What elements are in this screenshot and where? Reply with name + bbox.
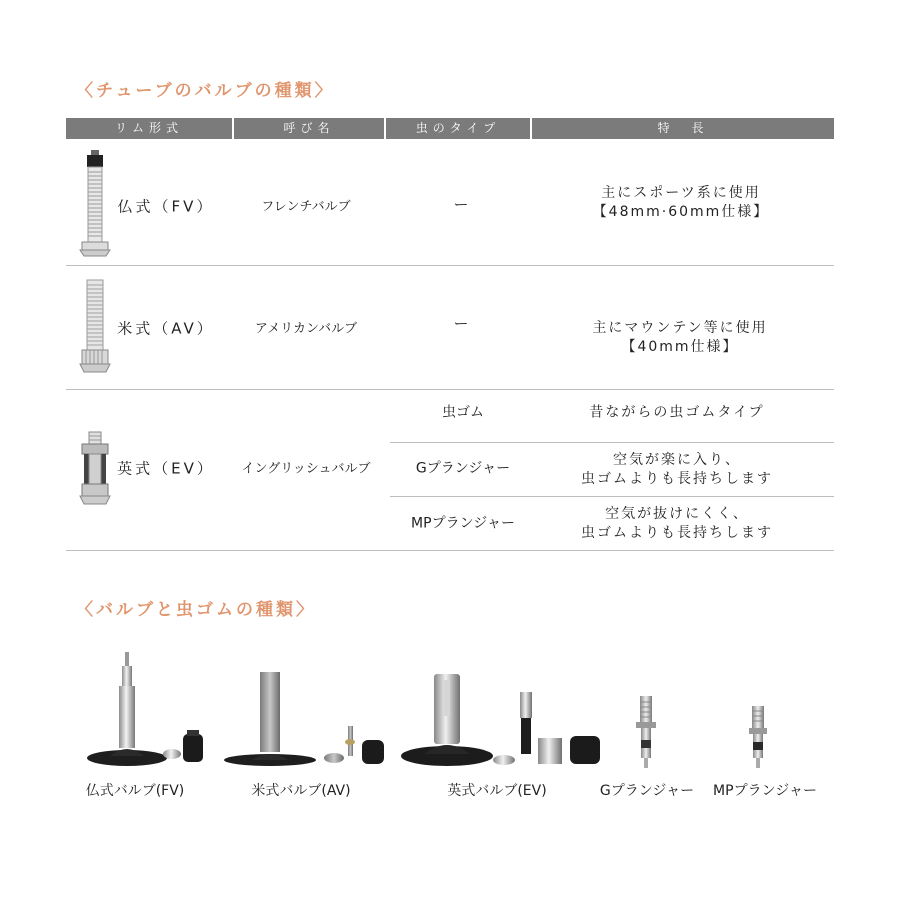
row-divider bbox=[66, 265, 834, 266]
g-plunger-photo bbox=[626, 694, 666, 770]
core-type-av: ー bbox=[453, 314, 469, 333]
features-g-plunger bbox=[581, 451, 773, 489]
english-valve-photo bbox=[400, 668, 610, 772]
rim-type-ev: 英式（EV） bbox=[117, 459, 215, 478]
features-rubber bbox=[589, 404, 764, 423]
caption-french-valve: 仏式バルブ(FV) bbox=[85, 783, 185, 799]
caption-g-plunger: Gプランジャー bbox=[599, 783, 695, 799]
features-fv-line-1: 主にスポーツ系に使用 bbox=[601, 185, 761, 201]
valve-name-ev: イングリッシュバルブ bbox=[241, 461, 371, 477]
section-heading-valves-and-cores: 〈バルブと虫ゴムの種類〉 bbox=[76, 600, 316, 620]
mp-plunger-photo bbox=[740, 704, 776, 770]
features-fv bbox=[593, 184, 770, 222]
features-mp-plunger bbox=[581, 505, 773, 543]
valve-name-fv: フレンチバルブ bbox=[261, 199, 351, 215]
features-mp-plunger-line-1: 空気が抜けにくく、 bbox=[605, 506, 749, 522]
column-header-core-type: 虫のタイプ bbox=[386, 118, 530, 139]
features-rubber-line-1: 昔ながらの虫ゴムタイプ bbox=[589, 404, 765, 421]
caption-english-valve: 英式バルブ(EV) bbox=[447, 783, 547, 799]
valve-table-header bbox=[66, 118, 834, 139]
rim-type-fv: 仏式（FV） bbox=[117, 197, 215, 216]
caption-american-valve: 米式バルブ(AV) bbox=[251, 783, 351, 799]
french-valve-icon bbox=[78, 150, 112, 258]
features-g-plunger-line-2: 虫ゴムよりも長持ちします bbox=[581, 471, 773, 487]
section-heading-tube-valves: 〈チューブのバルブの種類〉 bbox=[76, 81, 335, 101]
rim-type-av: 米式（AV） bbox=[117, 319, 215, 338]
caption-mp-plunger: MPプランジャー bbox=[713, 783, 817, 799]
core-type-mp-plunger: MPプランジャー bbox=[411, 515, 515, 532]
column-header-rim-type: リム形式 bbox=[66, 118, 232, 139]
core-type-rubber: 虫ゴム bbox=[442, 404, 484, 421]
table-bottom-divider bbox=[66, 550, 834, 551]
american-valve-photo bbox=[222, 668, 392, 772]
features-g-plunger-line-1: 空気が楽に入り、 bbox=[613, 452, 741, 468]
features-av bbox=[592, 319, 767, 357]
core-type-g-plunger: Gプランジャー bbox=[415, 460, 511, 477]
column-header-features: 特 長 bbox=[532, 118, 834, 139]
column-header-name: 呼び名 bbox=[234, 118, 384, 139]
english-valve-icon bbox=[78, 430, 112, 510]
subrow-divider bbox=[390, 496, 834, 497]
subrow-divider bbox=[390, 442, 834, 443]
american-valve-icon bbox=[78, 278, 112, 378]
valve-name-av: アメリカンバルブ bbox=[254, 321, 358, 337]
features-mp-plunger-line-2: 虫ゴムよりも長持ちします bbox=[581, 525, 773, 541]
core-type-fv: ー bbox=[453, 195, 469, 214]
features-av-line-1: 主にマウンテン等に使用 bbox=[592, 320, 768, 336]
row-divider bbox=[66, 389, 834, 390]
features-av-line-2: 【40mm仕様】 bbox=[621, 339, 739, 355]
french-valve-photo bbox=[86, 650, 216, 772]
features-fv-line-2: 【48mm·60mm仕様】 bbox=[592, 204, 770, 220]
